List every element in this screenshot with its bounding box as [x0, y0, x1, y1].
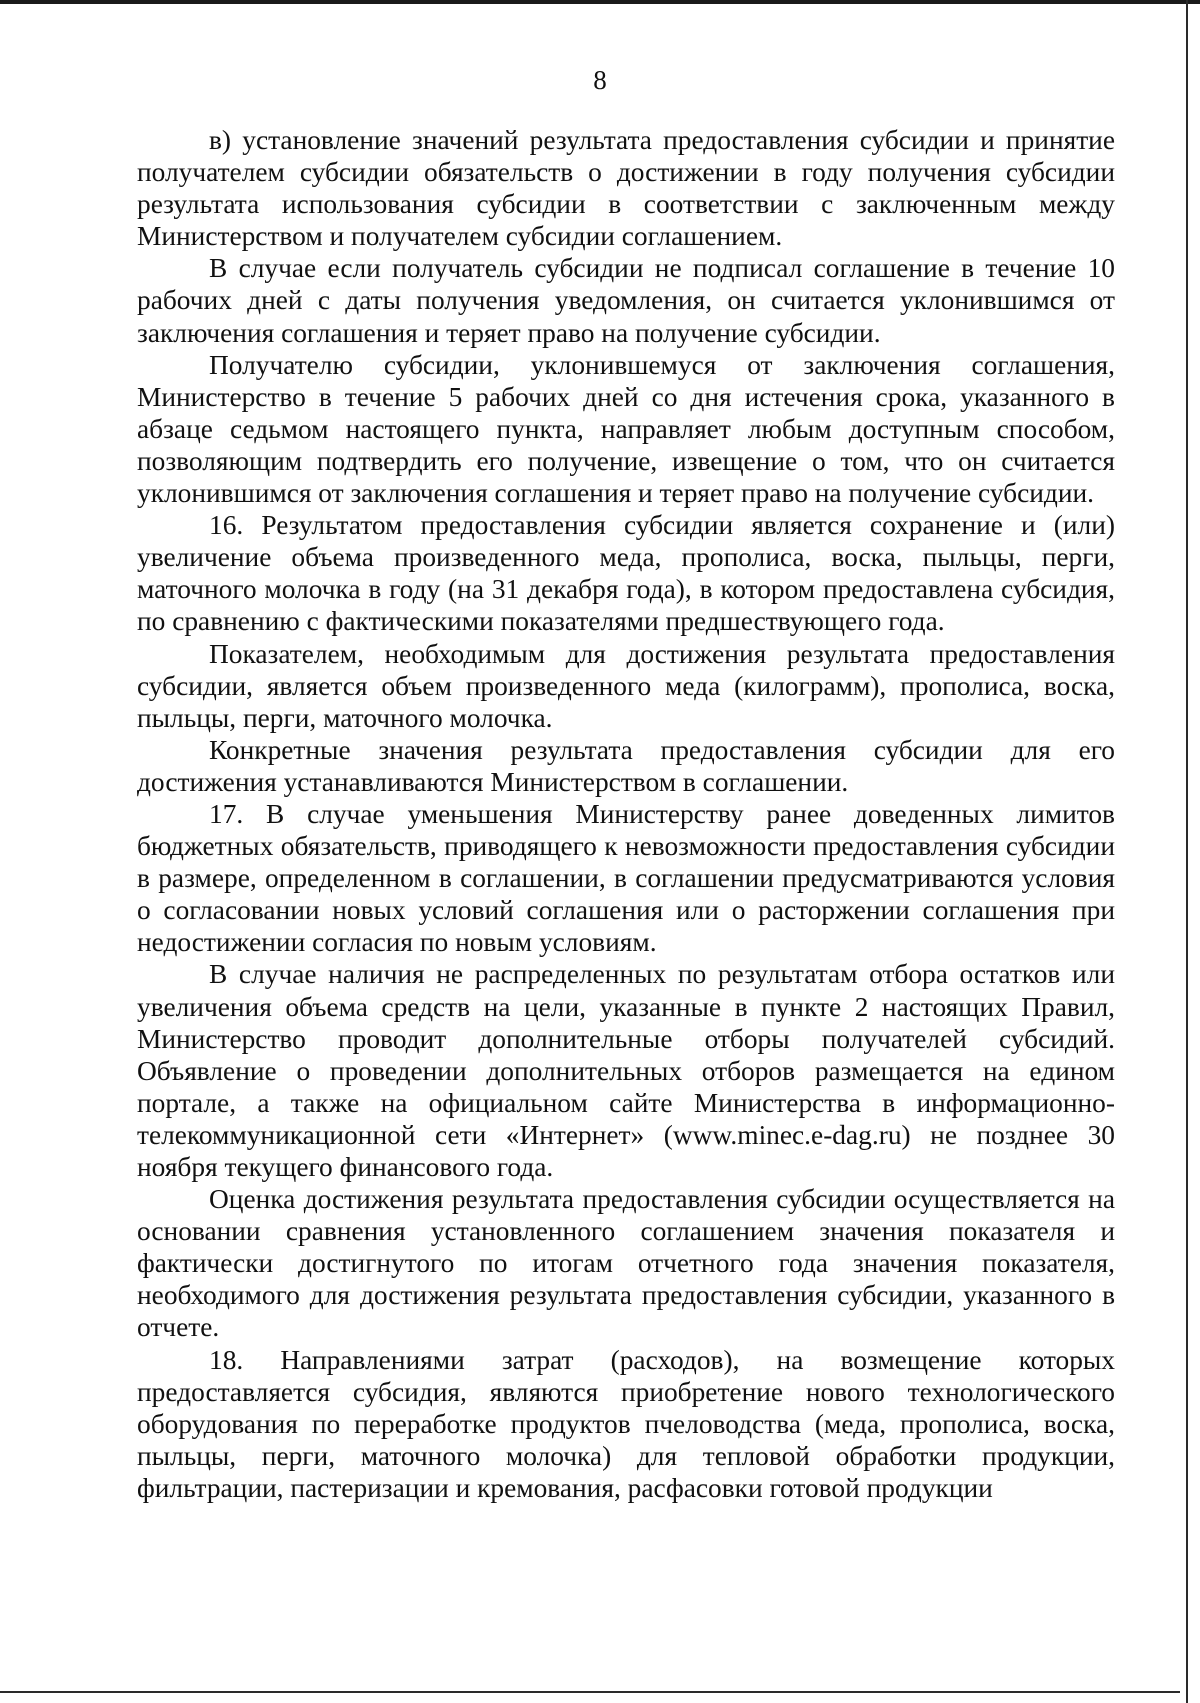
page-number: 8 [593, 65, 607, 95]
paragraph-evasion-notice: Получателю субсидии, уклонившемуся от заключения соглашения, Министерство в течение 5 рабочих дней со дня истечения срока, указанного в абзаце седьмом настоящего пункта, направляет любым доступным способом, позволяющим подтвердить его получение, извещение о том, что он считается уклонившимся от заключения соглашения и теряет право на получение субсидии. [137, 349, 1115, 509]
paragraph-indicator: Показателем, необходимым для достижения результата предоставления субсидии, является объем произведенного меда (килограмм), прополиса, воска, пыльцы, перги, маточного молочка. [137, 638, 1115, 733]
paragraph-item-16: 16. Результатом предоставления субсидии является сохранение и (или) увеличение объема произведенного меда, прополиса, воска, пыльцы, перги, маточного молочка в году (на 31 декабря года), в котором предоставлена субсидия, по сравнению с фактическими показателями предшествующего года. [137, 510, 1115, 637]
paragraph-unsigned-agreement: В случае если получатель субсидии не подписал соглашение в течение 10 рабочих дней с даты получения уведомления, он считается уклонившимся от заключения соглашения и теряет право на получение субсидии. [137, 253, 1115, 348]
scan-border-top [0, 0, 1200, 4]
document-body [137, 124, 1115, 1504]
paragraph-additional-selection: В случае наличия не распределенных по результатам отбора остатков или увеличения объема средств на цели, указанные в пункте 2 настоящих Правил, Министерство проводит дополнительные отборы получателей субсидий. Объявление о проведении дополнительных отборов размещается на едином портале, а также на официальном сайте Министерства в информационно-телекоммуникационной сети «Интернет» (www.minec.e-dag.ru) не позднее 30 ноября текущего финансового года. [137, 959, 1115, 1182]
paragraph-result-assessment: Оценка достижения результата предоставления субсидии осуществляется на основании сравнения установленного соглашением значения показателя и фактически достигнутого по итогам отчетного года значения показателя, необходимого для достижения результата предоставления субсидии, указанного в отчете. [137, 1184, 1115, 1343]
paragraph-item-17: 17. В случае уменьшения Министерству ранее доведенных лимитов бюджетных обязательств, приводящего к невозможности предоставления субсидии в размере, определенном в соглашении, в соглашении предусматриваются условия о согласовании новых условий соглашения или о расторжении соглашения при недостижении согласия по новым условиям. [137, 798, 1115, 958]
scan-border-bottom [0, 1691, 1180, 1693]
scan-border-right [1186, 0, 1188, 1703]
paragraph-specific-values: Конкретные значения результата предоставления субсидии для его достижения устанавливаются Министерством в соглашении. [137, 734, 1115, 797]
paragraph-subpoint-v: в) установление значений результата предоставления субсидии и принятие получателем субсидии обязательств о достижении в году получения субсидии результата использования субсидии в соответствии с заключенным между Министерством и получателем субсидии соглашением. [137, 125, 1115, 252]
paragraph-item-18: 18. Направлениями затрат (расходов), на возмещение которых предоставляется субсидия, являются приобретение нового технологического оборудования по переработке продуктов пчеловодства (меда, прополиса, воска, пыльцы, перги, маточного молочка) для тепловой обработки продукции, фильтрации, пастеризации и кремования, расфасовки готовой продукции [137, 1344, 1115, 1503]
